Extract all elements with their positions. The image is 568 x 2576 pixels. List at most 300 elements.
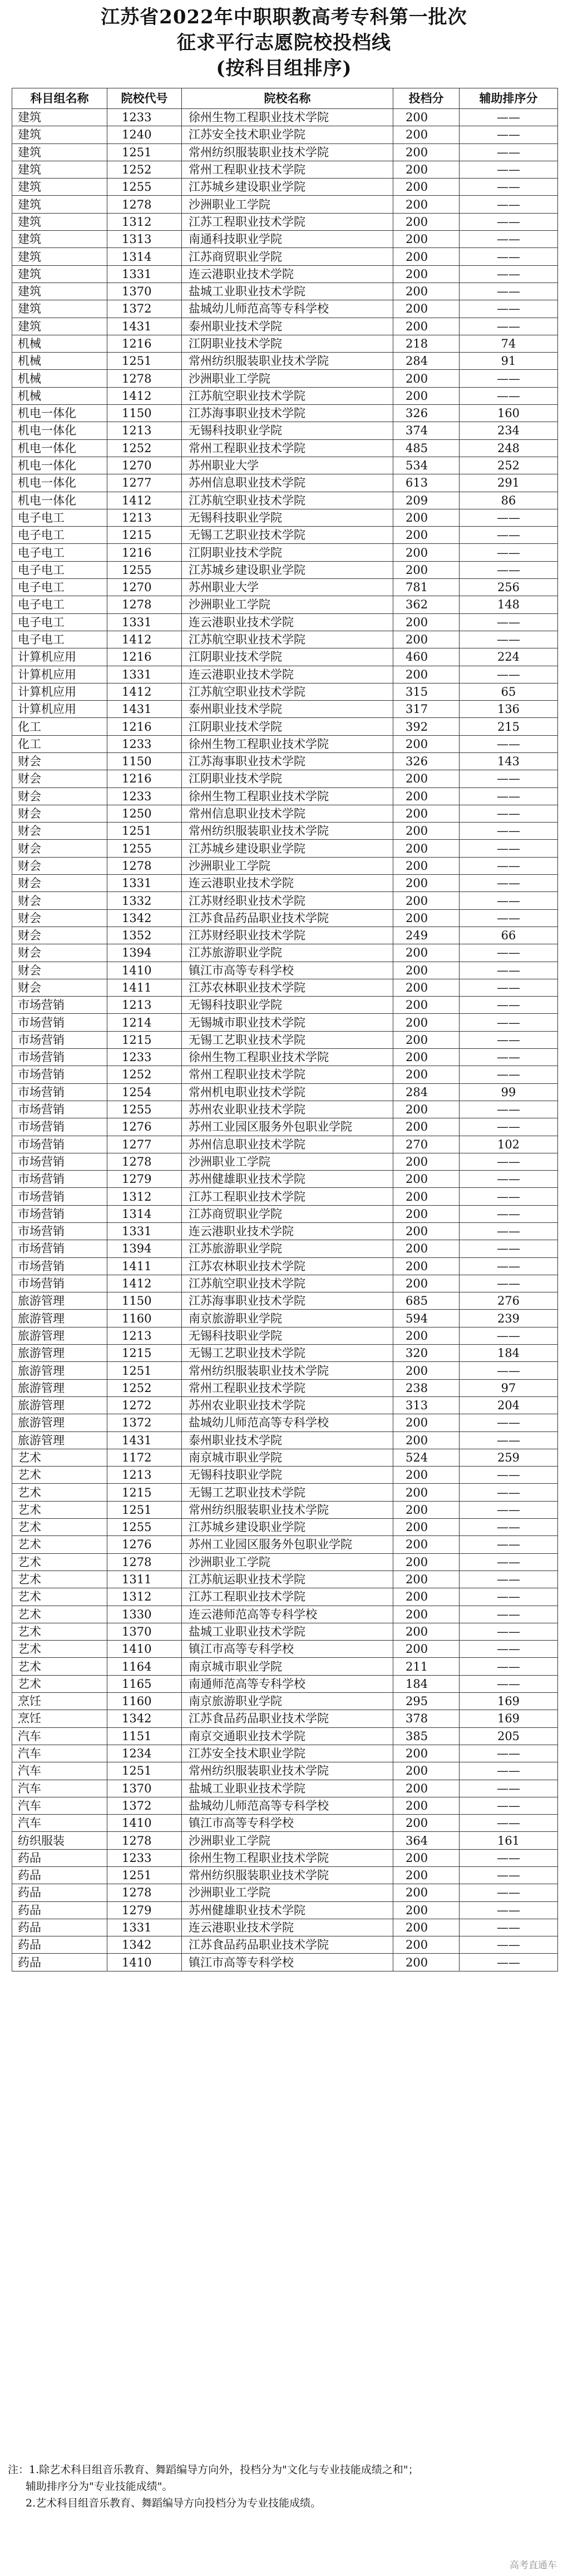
school-name-cell: 江苏旅游职业学院 [182, 1240, 393, 1257]
school-code-cell: 1342 [107, 1710, 182, 1727]
school-code-cell: 1213 [107, 422, 182, 439]
aux-score-cell: 184 [460, 1345, 558, 1362]
school-name-cell: 徐州生物工程职业技术学院 [182, 109, 393, 126]
school-name-cell: 苏州健雄职业技术学院 [182, 1901, 393, 1919]
table-row [12, 1101, 558, 1118]
school-name-cell: 徐州生物工程职业技术学院 [182, 1049, 393, 1066]
school-code-cell: 1151 [107, 1727, 182, 1745]
school-code-cell: 1251 [107, 353, 182, 370]
aux-score-cell: —— [460, 1101, 558, 1118]
table-row [12, 1449, 558, 1466]
subject-group-cell: 财会 [12, 857, 107, 874]
score-cell: 200 [393, 1101, 460, 1118]
watermark: 高考直通车 [510, 2560, 557, 2571]
score-cell: 200 [393, 143, 460, 161]
subject-group-cell: 艺术 [12, 1588, 107, 1606]
table-row [12, 1327, 558, 1344]
table-row [12, 1223, 558, 1240]
score-cell: 374 [393, 422, 460, 439]
footnote-line-1: 注：1.除艺术科目组音乐教育、舞蹈编导方向外，投档分为"文化与专业技能成绩之和"； [8, 2464, 419, 2476]
table-row [12, 143, 558, 161]
subject-group-cell: 市场营销 [12, 1031, 107, 1048]
table-row [12, 1292, 558, 1310]
school-code-cell: 1372 [107, 1414, 182, 1431]
table-row [12, 370, 558, 387]
subject-group-cell: 建筑 [12, 318, 107, 335]
school-code-cell: 1279 [107, 1171, 182, 1188]
table-row [12, 405, 558, 422]
score-cell: 200 [393, 909, 460, 927]
table-row [12, 1884, 558, 1901]
subject-group-cell: 机械 [12, 335, 107, 352]
subject-group-cell: 市场营销 [12, 1118, 107, 1136]
school-code-cell: 1234 [107, 1745, 182, 1762]
score-cell: 200 [393, 1623, 460, 1640]
score-cell: 284 [393, 1083, 460, 1101]
school-code-cell: 1278 [107, 370, 182, 387]
score-cell: 200 [393, 248, 460, 265]
table-row [12, 1536, 558, 1553]
subject-group-cell: 建筑 [12, 143, 107, 161]
subject-group-cell: 旅游管理 [12, 1310, 107, 1327]
score-cell: 200 [393, 1049, 460, 1066]
table-row [12, 387, 558, 404]
score-cell: 200 [393, 787, 460, 805]
school-name-cell: 无锡科技职业学院 [182, 1467, 393, 1484]
aux-score-cell: —— [460, 265, 558, 283]
aux-score-cell: —— [460, 527, 558, 544]
school-name-cell: 连云港职业技术学院 [182, 666, 393, 683]
subject-group-cell: 建筑 [12, 161, 107, 178]
subject-group-cell: 市场营销 [12, 1223, 107, 1240]
school-name-cell: 江苏食品药品职业技术学院 [182, 1936, 393, 1954]
table-row [12, 179, 558, 196]
school-code-cell: 1312 [107, 1588, 182, 1606]
score-cell: 326 [393, 405, 460, 422]
school-code-cell: 1214 [107, 1014, 182, 1031]
school-name-cell: 江苏农林职业技术学院 [182, 979, 393, 996]
table-row [12, 1693, 558, 1710]
aux-score-cell: 239 [460, 1310, 558, 1327]
footnote-line-3: 2.艺术科目组音乐教育、舞蹈编导方向投档分为专业技能成绩。 [26, 2497, 322, 2509]
subject-group-cell: 旅游管理 [12, 1292, 107, 1310]
score-cell: 211 [393, 1658, 460, 1675]
aux-score-cell: 224 [460, 648, 558, 666]
table-row [12, 944, 558, 962]
aux-score-cell: —— [460, 143, 558, 161]
score-cell: 200 [393, 1327, 460, 1344]
header-subject-group: 科目组名称 [12, 88, 107, 109]
table-row [12, 1205, 558, 1222]
table-row [12, 439, 558, 457]
table-row [12, 962, 558, 979]
aux-score-cell: 102 [460, 1136, 558, 1153]
page-title-line-2: 征求平行志愿院校投档线 [177, 32, 391, 54]
aux-score-cell: —— [460, 1623, 558, 1640]
school-name-cell: 江苏工程职业技术学院 [182, 1188, 393, 1205]
subject-group-cell: 旅游管理 [12, 1345, 107, 1362]
school-name-cell: 常州纺织服装职业技术学院 [182, 1362, 393, 1379]
score-cell: 200 [393, 1762, 460, 1780]
aux-score-cell: 204 [460, 1396, 558, 1414]
aux-score-cell: —— [460, 1553, 558, 1571]
score-cell: 200 [393, 1414, 460, 1431]
score-cell: 200 [393, 1849, 460, 1866]
aux-score-cell: 91 [460, 353, 558, 370]
school-name-cell: 江苏城乡建设职业学院 [182, 840, 393, 857]
school-name-cell: 江苏海事职业技术学院 [182, 405, 393, 422]
subject-group-cell: 电子电工 [12, 527, 107, 544]
header-school-code: 院校代号 [107, 88, 182, 109]
table-row [12, 1832, 558, 1849]
school-name-cell: 徐州生物工程职业技术学院 [182, 735, 393, 752]
subject-group-cell: 建筑 [12, 126, 107, 143]
subject-group-cell: 电子电工 [12, 544, 107, 561]
aux-score-cell: —— [460, 179, 558, 196]
aux-score-cell: 169 [460, 1693, 558, 1710]
score-cell: 200 [393, 1171, 460, 1188]
school-code-cell: 1278 [107, 1884, 182, 1901]
aux-score-cell: 256 [460, 579, 558, 596]
subject-group-cell: 艺术 [12, 1519, 107, 1536]
table-row [12, 875, 558, 892]
table-row [12, 1727, 558, 1745]
score-cell: 392 [393, 718, 460, 735]
score-cell: 200 [393, 318, 460, 335]
score-cell: 200 [393, 544, 460, 561]
table-row [12, 1588, 558, 1606]
subject-group-cell: 财会 [12, 875, 107, 892]
subject-group-cell: 艺术 [12, 1571, 107, 1588]
school-name-cell: 南京城市职业学院 [182, 1658, 393, 1675]
school-name-cell: 无锡工艺职业技术学院 [182, 527, 393, 544]
school-code-cell: 1252 [107, 1379, 182, 1396]
score-cell: 200 [393, 1606, 460, 1623]
aux-score-cell: 169 [460, 1710, 558, 1727]
school-name-cell: 江苏航空职业技术学院 [182, 1275, 393, 1292]
table-row [12, 1467, 558, 1484]
school-name-cell: 苏州职业大学 [182, 579, 393, 596]
aux-score-cell: —— [460, 840, 558, 857]
school-code-cell: 1233 [107, 735, 182, 752]
table-row [12, 683, 558, 700]
school-name-cell: 沙洲职业工学院 [182, 1884, 393, 1901]
score-cell: 200 [393, 1431, 460, 1449]
aux-score-cell: 86 [460, 492, 558, 509]
score-cell: 200 [393, 1031, 460, 1048]
subject-group-cell: 建筑 [12, 196, 107, 213]
score-cell: 200 [393, 1745, 460, 1762]
score-cell: 317 [393, 701, 460, 718]
score-cell: 209 [393, 492, 460, 509]
aux-score-cell: —— [460, 1014, 558, 1031]
aux-score-cell: 248 [460, 439, 558, 457]
score-cell: 270 [393, 1136, 460, 1153]
table-row [12, 1762, 558, 1780]
aux-score-cell: —— [460, 1118, 558, 1136]
school-code-cell: 1150 [107, 752, 182, 770]
school-code-cell: 1216 [107, 770, 182, 787]
aux-score-cell: —— [460, 1849, 558, 1866]
school-code-cell: 1331 [107, 613, 182, 631]
aux-score-cell: —— [460, 561, 558, 578]
score-cell: 200 [393, 179, 460, 196]
table-row [12, 1414, 558, 1431]
score-cell: 315 [393, 683, 460, 700]
score-cell: 200 [393, 231, 460, 248]
school-code-cell: 1277 [107, 1136, 182, 1153]
subject-group-cell: 汽车 [12, 1745, 107, 1762]
aux-score-cell: —— [460, 944, 558, 962]
score-cell: 200 [393, 735, 460, 752]
table-row [12, 1431, 558, 1449]
page-title-line-3: (按科目组排序) [216, 57, 352, 80]
aux-score-cell: —— [460, 318, 558, 335]
table-row [12, 1954, 558, 1971]
table-row [12, 196, 558, 213]
aux-score-cell: —— [460, 962, 558, 979]
table-body [12, 109, 558, 1971]
school-name-cell: 镇江市高等专科学校 [182, 1954, 393, 1971]
school-code-cell: 1394 [107, 1240, 182, 1257]
subject-group-cell: 市场营销 [12, 1240, 107, 1257]
school-code-cell: 1252 [107, 161, 182, 178]
score-cell: 200 [393, 1641, 460, 1658]
aux-score-cell: 276 [460, 1292, 558, 1310]
school-code-cell: 1276 [107, 1118, 182, 1136]
school-code-cell: 1215 [107, 1484, 182, 1501]
score-cell: 200 [393, 857, 460, 874]
aux-score-cell: 136 [460, 701, 558, 718]
subject-group-cell: 电子电工 [12, 613, 107, 631]
school-code-cell: 1276 [107, 1536, 182, 1553]
score-cell: 200 [393, 666, 460, 683]
aux-score-cell: —— [460, 823, 558, 840]
school-name-cell: 苏州工业园区服务外包职业学院 [182, 1118, 393, 1136]
aux-score-cell: —— [460, 997, 558, 1014]
school-name-cell: 江苏农林职业技术学院 [182, 1257, 393, 1275]
school-code-cell: 1412 [107, 1275, 182, 1292]
school-name-cell: 江阴职业技术学院 [182, 544, 393, 561]
subject-group-cell: 药品 [12, 1954, 107, 1971]
aux-score-cell: —— [460, 248, 558, 265]
aux-score-cell: —— [460, 979, 558, 996]
school-code-cell: 1216 [107, 718, 182, 735]
subject-group-cell: 药品 [12, 1919, 107, 1936]
table-row [12, 1049, 558, 1066]
school-name-cell: 沙洲职业工学院 [182, 1553, 393, 1571]
table-row [12, 997, 558, 1014]
school-code-cell: 1412 [107, 631, 182, 648]
score-cell: 378 [393, 1710, 460, 1727]
score-cell: 685 [393, 1292, 460, 1310]
school-name-cell: 泰州职业技术学院 [182, 1431, 393, 1449]
score-cell: 200 [393, 944, 460, 962]
table-row [12, 1815, 558, 1832]
score-cell: 200 [393, 509, 460, 526]
subject-group-cell: 艺术 [12, 1467, 107, 1484]
aux-score-cell: —— [460, 735, 558, 752]
school-name-cell: 连云港职业技术学院 [182, 875, 393, 892]
table-row [12, 752, 558, 770]
table-row [12, 787, 558, 805]
table-row [12, 1136, 558, 1153]
school-name-cell: 连云港师范高等专科学校 [182, 1606, 393, 1623]
aux-score-cell: —— [460, 1205, 558, 1222]
school-name-cell: 常州纺织服装职业技术学院 [182, 1866, 393, 1884]
aux-score-cell: 97 [460, 1379, 558, 1396]
table-row [12, 1188, 558, 1205]
subject-group-cell: 艺术 [12, 1675, 107, 1692]
school-code-cell: 1216 [107, 648, 182, 666]
aux-score-cell: —— [460, 1414, 558, 1431]
aux-score-cell: —— [460, 1571, 558, 1588]
school-name-cell: 连云港职业技术学院 [182, 1919, 393, 1936]
header-school-name: 院校名称 [182, 88, 393, 109]
score-cell: 200 [393, 1066, 460, 1083]
score-cell: 200 [393, 1815, 460, 1832]
aux-score-cell: —— [460, 196, 558, 213]
school-code-cell: 1252 [107, 439, 182, 457]
score-cell: 200 [393, 387, 460, 404]
school-name-cell: 徐州生物工程职业技术学院 [182, 1849, 393, 1866]
aux-score-cell: —— [460, 1519, 558, 1536]
subject-group-cell: 机械 [12, 370, 107, 387]
aux-score-cell: 161 [460, 1832, 558, 1849]
aux-score-cell: —— [460, 805, 558, 822]
subject-group-cell: 计算机应用 [12, 683, 107, 700]
subject-group-cell: 机械 [12, 387, 107, 404]
school-name-cell: 苏州信息职业技术学院 [182, 474, 393, 492]
aux-score-cell: —— [460, 1240, 558, 1257]
table-row [12, 1606, 558, 1623]
school-name-cell: 江苏城乡建设职业学院 [182, 561, 393, 578]
school-code-cell: 1332 [107, 892, 182, 909]
table-row [12, 613, 558, 631]
subject-group-cell: 药品 [12, 1884, 107, 1901]
aux-score-cell: 160 [460, 405, 558, 422]
table-row [12, 666, 558, 683]
subject-group-cell: 建筑 [12, 231, 107, 248]
table-row [12, 1571, 558, 1588]
school-name-cell: 南通师范高等专科学校 [182, 1675, 393, 1692]
school-code-cell: 1278 [107, 1153, 182, 1170]
table-header-row [12, 88, 558, 109]
subject-group-cell: 市场营销 [12, 1049, 107, 1066]
school-name-cell: 南京交通职业技术学院 [182, 1727, 393, 1745]
school-name-cell: 苏州健雄职业技术学院 [182, 1171, 393, 1188]
score-cell: 200 [393, 283, 460, 300]
table-row [12, 1031, 558, 1048]
aux-score-cell: —— [460, 1501, 558, 1518]
school-name-cell: 镇江市高等专科学校 [182, 1815, 393, 1832]
table-row [12, 213, 558, 230]
subject-group-cell: 旅游管理 [12, 1396, 107, 1414]
subject-group-cell: 艺术 [12, 1484, 107, 1501]
table-row [12, 1919, 558, 1936]
school-code-cell: 1160 [107, 1693, 182, 1710]
table-row [12, 1745, 558, 1762]
score-cell: 200 [393, 1536, 460, 1553]
table-row [12, 1257, 558, 1275]
score-cell: 200 [393, 300, 460, 318]
subject-group-cell: 机电一体化 [12, 405, 107, 422]
school-name-cell: 江苏安全技术职业学院 [182, 126, 393, 143]
school-code-cell: 1277 [107, 474, 182, 492]
aux-score-cell: —— [460, 1327, 558, 1344]
score-cell: 200 [393, 1275, 460, 1292]
table-row [12, 805, 558, 822]
school-name-cell: 连云港职业技术学院 [182, 1223, 393, 1240]
subject-group-cell: 艺术 [12, 1606, 107, 1623]
school-name-cell: 无锡工艺职业技术学院 [182, 1345, 393, 1362]
score-cell: 200 [393, 1553, 460, 1571]
table-row [12, 823, 558, 840]
aux-score-cell: —— [460, 109, 558, 126]
score-cell: 200 [393, 875, 460, 892]
score-cell: 200 [393, 1901, 460, 1919]
table-row [12, 527, 558, 544]
school-name-cell: 江苏海事职业技术学院 [182, 752, 393, 770]
aux-score-cell: —— [460, 909, 558, 927]
aux-score-cell: —— [460, 1658, 558, 1675]
subject-group-cell: 建筑 [12, 283, 107, 300]
school-code-cell: 1255 [107, 179, 182, 196]
table-row [12, 892, 558, 909]
subject-group-cell: 财会 [12, 770, 107, 787]
subject-group-cell: 财会 [12, 944, 107, 962]
admission-score-table [12, 88, 558, 1971]
score-cell: 313 [393, 1396, 460, 1414]
school-code-cell: 1252 [107, 1066, 182, 1083]
school-name-cell: 常州纺织服装职业技术学院 [182, 143, 393, 161]
footnote-line-2: 辅助排序分为"专业技能成绩"。 [26, 2480, 173, 2493]
school-name-cell: 常州纺织服装职业技术学院 [182, 823, 393, 840]
school-name-cell: 江苏商贸职业学院 [182, 1205, 393, 1222]
school-code-cell: 1412 [107, 492, 182, 509]
school-name-cell: 江苏食品药品职业技术学院 [182, 909, 393, 927]
aux-score-cell: —— [460, 1936, 558, 1954]
school-name-cell: 无锡科技职业学院 [182, 509, 393, 526]
subject-group-cell: 旅游管理 [12, 1431, 107, 1449]
table-row [12, 109, 558, 126]
table-row [12, 927, 558, 944]
school-code-cell: 1270 [107, 457, 182, 474]
school-name-cell: 沙洲职业工学院 [182, 370, 393, 387]
score-cell: 200 [393, 1866, 460, 1884]
table-row [12, 161, 558, 178]
aux-score-cell: —— [460, 1588, 558, 1606]
table-row [12, 353, 558, 370]
table-row [12, 283, 558, 300]
subject-group-cell: 药品 [12, 1936, 107, 1954]
aux-score-cell: —— [460, 1797, 558, 1814]
school-code-cell: 1431 [107, 701, 182, 718]
score-cell: 524 [393, 1449, 460, 1466]
school-name-cell: 常州纺织服装职业技术学院 [182, 353, 393, 370]
school-code-cell: 1331 [107, 1919, 182, 1936]
school-name-cell: 常州工程职业技术学院 [182, 161, 393, 178]
aux-score-cell: —— [460, 666, 558, 683]
subject-group-cell: 电子电工 [12, 596, 107, 613]
table-row [12, 579, 558, 596]
aux-score-cell: —— [460, 1606, 558, 1623]
school-code-cell: 1370 [107, 1780, 182, 1797]
aux-score-cell: —— [460, 1188, 558, 1205]
aux-score-cell: —— [460, 1954, 558, 1971]
subject-group-cell: 化工 [12, 718, 107, 735]
school-name-cell: 南京城市职业学院 [182, 1449, 393, 1466]
